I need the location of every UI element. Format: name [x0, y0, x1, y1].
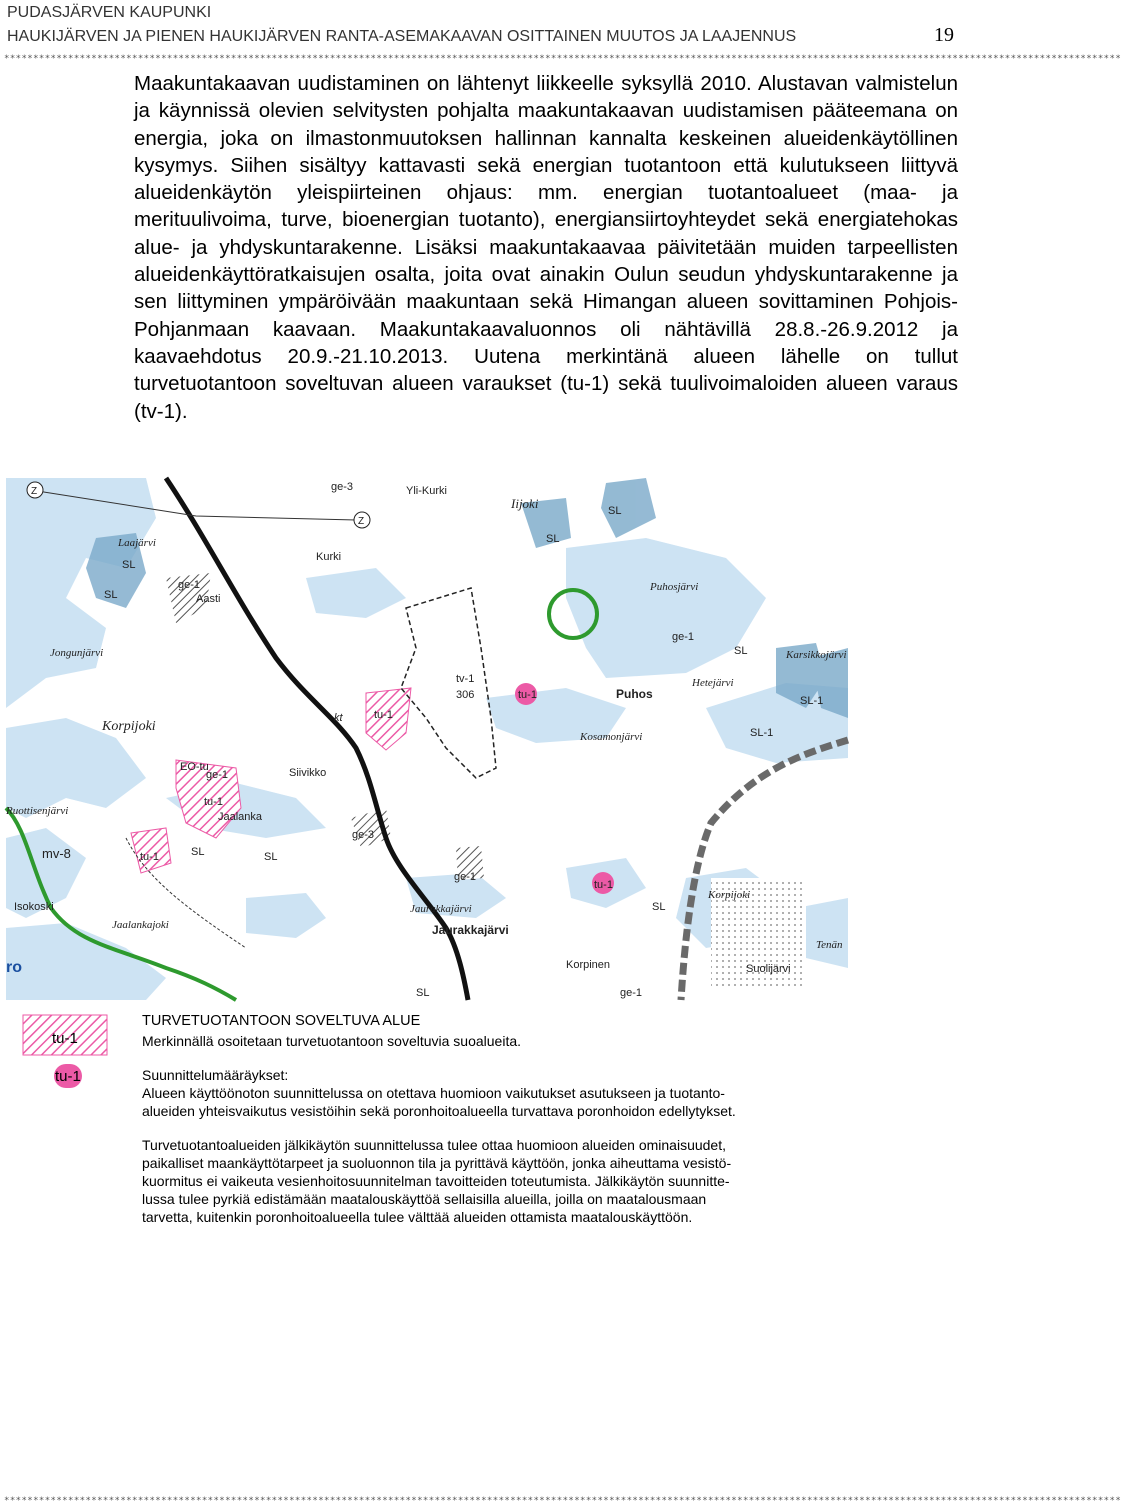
- map-label: tu-1: [594, 879, 613, 891]
- map-label: ge-1: [454, 871, 477, 883]
- map-label: Hetejärvi: [692, 677, 734, 689]
- map-label: Tenän: [816, 939, 843, 951]
- header-organization: PUDASJÄRVEN KAUPUNKI: [7, 4, 212, 21]
- map-label: SL: [122, 559, 136, 571]
- map-label: tv-1: [456, 673, 475, 685]
- map-label: SL: [104, 589, 118, 601]
- map-label: SL-1: [800, 695, 824, 707]
- map-label: ge-3: [352, 829, 375, 841]
- map-label: Korpijoki: [102, 719, 156, 734]
- map-label: Korpijoki: [708, 889, 751, 901]
- peat-hatch-label: tu-1: [52, 1030, 78, 1047]
- map-label: SL: [191, 846, 205, 858]
- map-label: Puhos: [616, 687, 653, 701]
- map-label: SL: [652, 901, 666, 913]
- map-label: Jongunjärvi: [50, 647, 104, 659]
- map-label: 306: [456, 689, 475, 701]
- legend-reg-line: Turvetuotantoalueiden jälkikäytön suunnittelussa tulee ottaa huomioon alueiden ominaisuudet,: [142, 1137, 726, 1153]
- map-label: tu-1: [518, 689, 537, 701]
- map-legend: [22, 1012, 822, 1227]
- map-label: Puhosjärvi: [650, 581, 699, 593]
- legend-subtitle: Merkinnällä osoitetaan turvetuotantoon soveltuvia suoalueita.: [142, 1033, 522, 1049]
- legend-reg-line: paikalliset maankäyttötarpeet ja suoluonnon tila ja pyrittävä käyttöön, jonka aiheuttama vesistö-: [142, 1155, 732, 1171]
- map-label: Z: [31, 486, 38, 497]
- map-label: Isokoski: [14, 901, 54, 913]
- map-label: ge-1: [178, 579, 201, 591]
- map-label: SL: [734, 645, 748, 657]
- map-label: ge-1: [620, 987, 643, 999]
- map-label: tu-1: [204, 796, 223, 808]
- map-label: Jaalanka: [218, 811, 263, 823]
- map-label: Siivikko: [289, 767, 327, 779]
- map-label: SL: [264, 851, 278, 863]
- map-label: SL: [546, 533, 560, 545]
- legend-reg-line: lussa tulee pyrkiä edistämään maatalouskäyttöä sellaisilla alueilla, joilla on maatalousmaan: [142, 1191, 707, 1207]
- map-label: Jaurakkajärvi: [432, 923, 509, 937]
- map-label: Jaurakkajärvi: [410, 903, 472, 915]
- map-label: Kosamonjärvi: [580, 731, 643, 743]
- map-label: Kurki: [316, 551, 342, 563]
- map-label: tu-1: [374, 709, 393, 721]
- legend-regs-heading: Suunnittelumääräykset:: [142, 1067, 289, 1083]
- body-paragraph: Maakuntakaavan uudistaminen on lähtenyt liikkeelle syksyllä 2010. Alustavan valmistelun ja käynnissä olevien selvitysten pohjalta maakuntakaavan uudistamisen pääteemana on energia, joka on ilmastonmuutoksen hallinnan kannalta keskeinen alueidenkäytöllinen kysymys. Siihen sisältyy kattavasti sekä energian tuotantoon että kulutukseen liittyvä alueidenkäytön yleispiirteinen ohjaus: mm. energian tuotantoalueet (maa- ja merituulivoima, turve, bioenergian tuotanto), energiansiirtoyhteydet sekä energiatehokas alue- ja yhdyskuntarakenne. Lisäksi maakuntakaavaa päivitetään muiden tarpeellisten alueidenkäyttöratkaisujen osalta, joita ovat ainakin Oulun seudun yhdyskuntarakenne ja sen liittyminen ympäröivään maakuntaan sekä Himangan alueen sovittaminen Pohjois-Pohjanmaan kaavaan. Maakuntakaavaluonnos oli nähtävillä 28.8.-26.9.2012 ja kaavaehdotus 20.9.-21.10.2013. Uutena merkintänä alueen lähelle on tullut turvetuotantoon soveltuvan alueen varaukset (tu-1) sekä tuulivoimaloiden alueen varaus (tv-1).: [134, 72, 958, 423]
- map-label: Laajärvi: [118, 537, 156, 549]
- header-separator: ************************************************************************************************************************************************************************************************: [4, 54, 1121, 64]
- map-label: ro: [6, 959, 22, 976]
- map-label: kt: [334, 712, 343, 724]
- peat-dot-label: tu-1: [55, 1068, 81, 1085]
- map-label: SL-1: [750, 727, 774, 739]
- header-document-title: HAUKIJÄRVEN JA PIENEN HAUKIJÄRVEN RANTA-ASEMAKAAVAN OSITTAINEN MUUTOS JA LAAJENNUS: [7, 28, 797, 45]
- legend-reg-line: Alueen käyttöönoton suunnittelussa on otettava huomioon vaikutukset asutukseen ja tuotanto-: [142, 1085, 725, 1101]
- map-label: mv-8: [42, 846, 71, 861]
- legend-reg-line: kuormitus ei vaikeuta vesienhoitosuunnitelman tavoitteiden toteutumista. Jälkikäytön suunnitte-: [142, 1173, 730, 1189]
- map-label: Yli-Kurki: [406, 485, 447, 497]
- map-label: SL: [416, 987, 430, 999]
- map-label: tu-1: [140, 851, 159, 863]
- legend-reg-line: tarvetta, kuitenkin poronhoitoalueella tulee välttää alueiden ottamista maatalouskäyttöön.: [142, 1209, 693, 1225]
- map-label: Aasti: [196, 593, 221, 605]
- map-label: ge-1: [672, 631, 695, 643]
- map-label: Ruottisenjärvi: [6, 805, 69, 817]
- map-label: Korpinen: [566, 959, 611, 971]
- map-label: ge-1: [206, 769, 229, 781]
- map-label: Z: [358, 516, 365, 527]
- map-label: Suolijärvi: [746, 963, 791, 975]
- legend-title: TURVETUOTANTOON SOVELTUVA ALUE: [142, 1013, 421, 1029]
- map-label: SL: [608, 505, 622, 517]
- map-label: Karsikkojärvi: [786, 649, 847, 661]
- footer-separator: ************************************************************************************************************************************************************************************************: [4, 1496, 1121, 1506]
- map-label: EO-tu: [180, 761, 209, 773]
- map-label: ge-3: [331, 481, 354, 493]
- map-label: Iijoki: [511, 496, 539, 511]
- legend-reg-line: alueiden yhteisvaikutus vesistöihin sekä poronhoitoalueella turvattava poronhoidon edellytykset.: [142, 1103, 736, 1119]
- page-number: 19: [934, 24, 954, 46]
- map-label: Jaalankajoki: [112, 919, 169, 931]
- regional-plan-map: [6, 478, 848, 1000]
